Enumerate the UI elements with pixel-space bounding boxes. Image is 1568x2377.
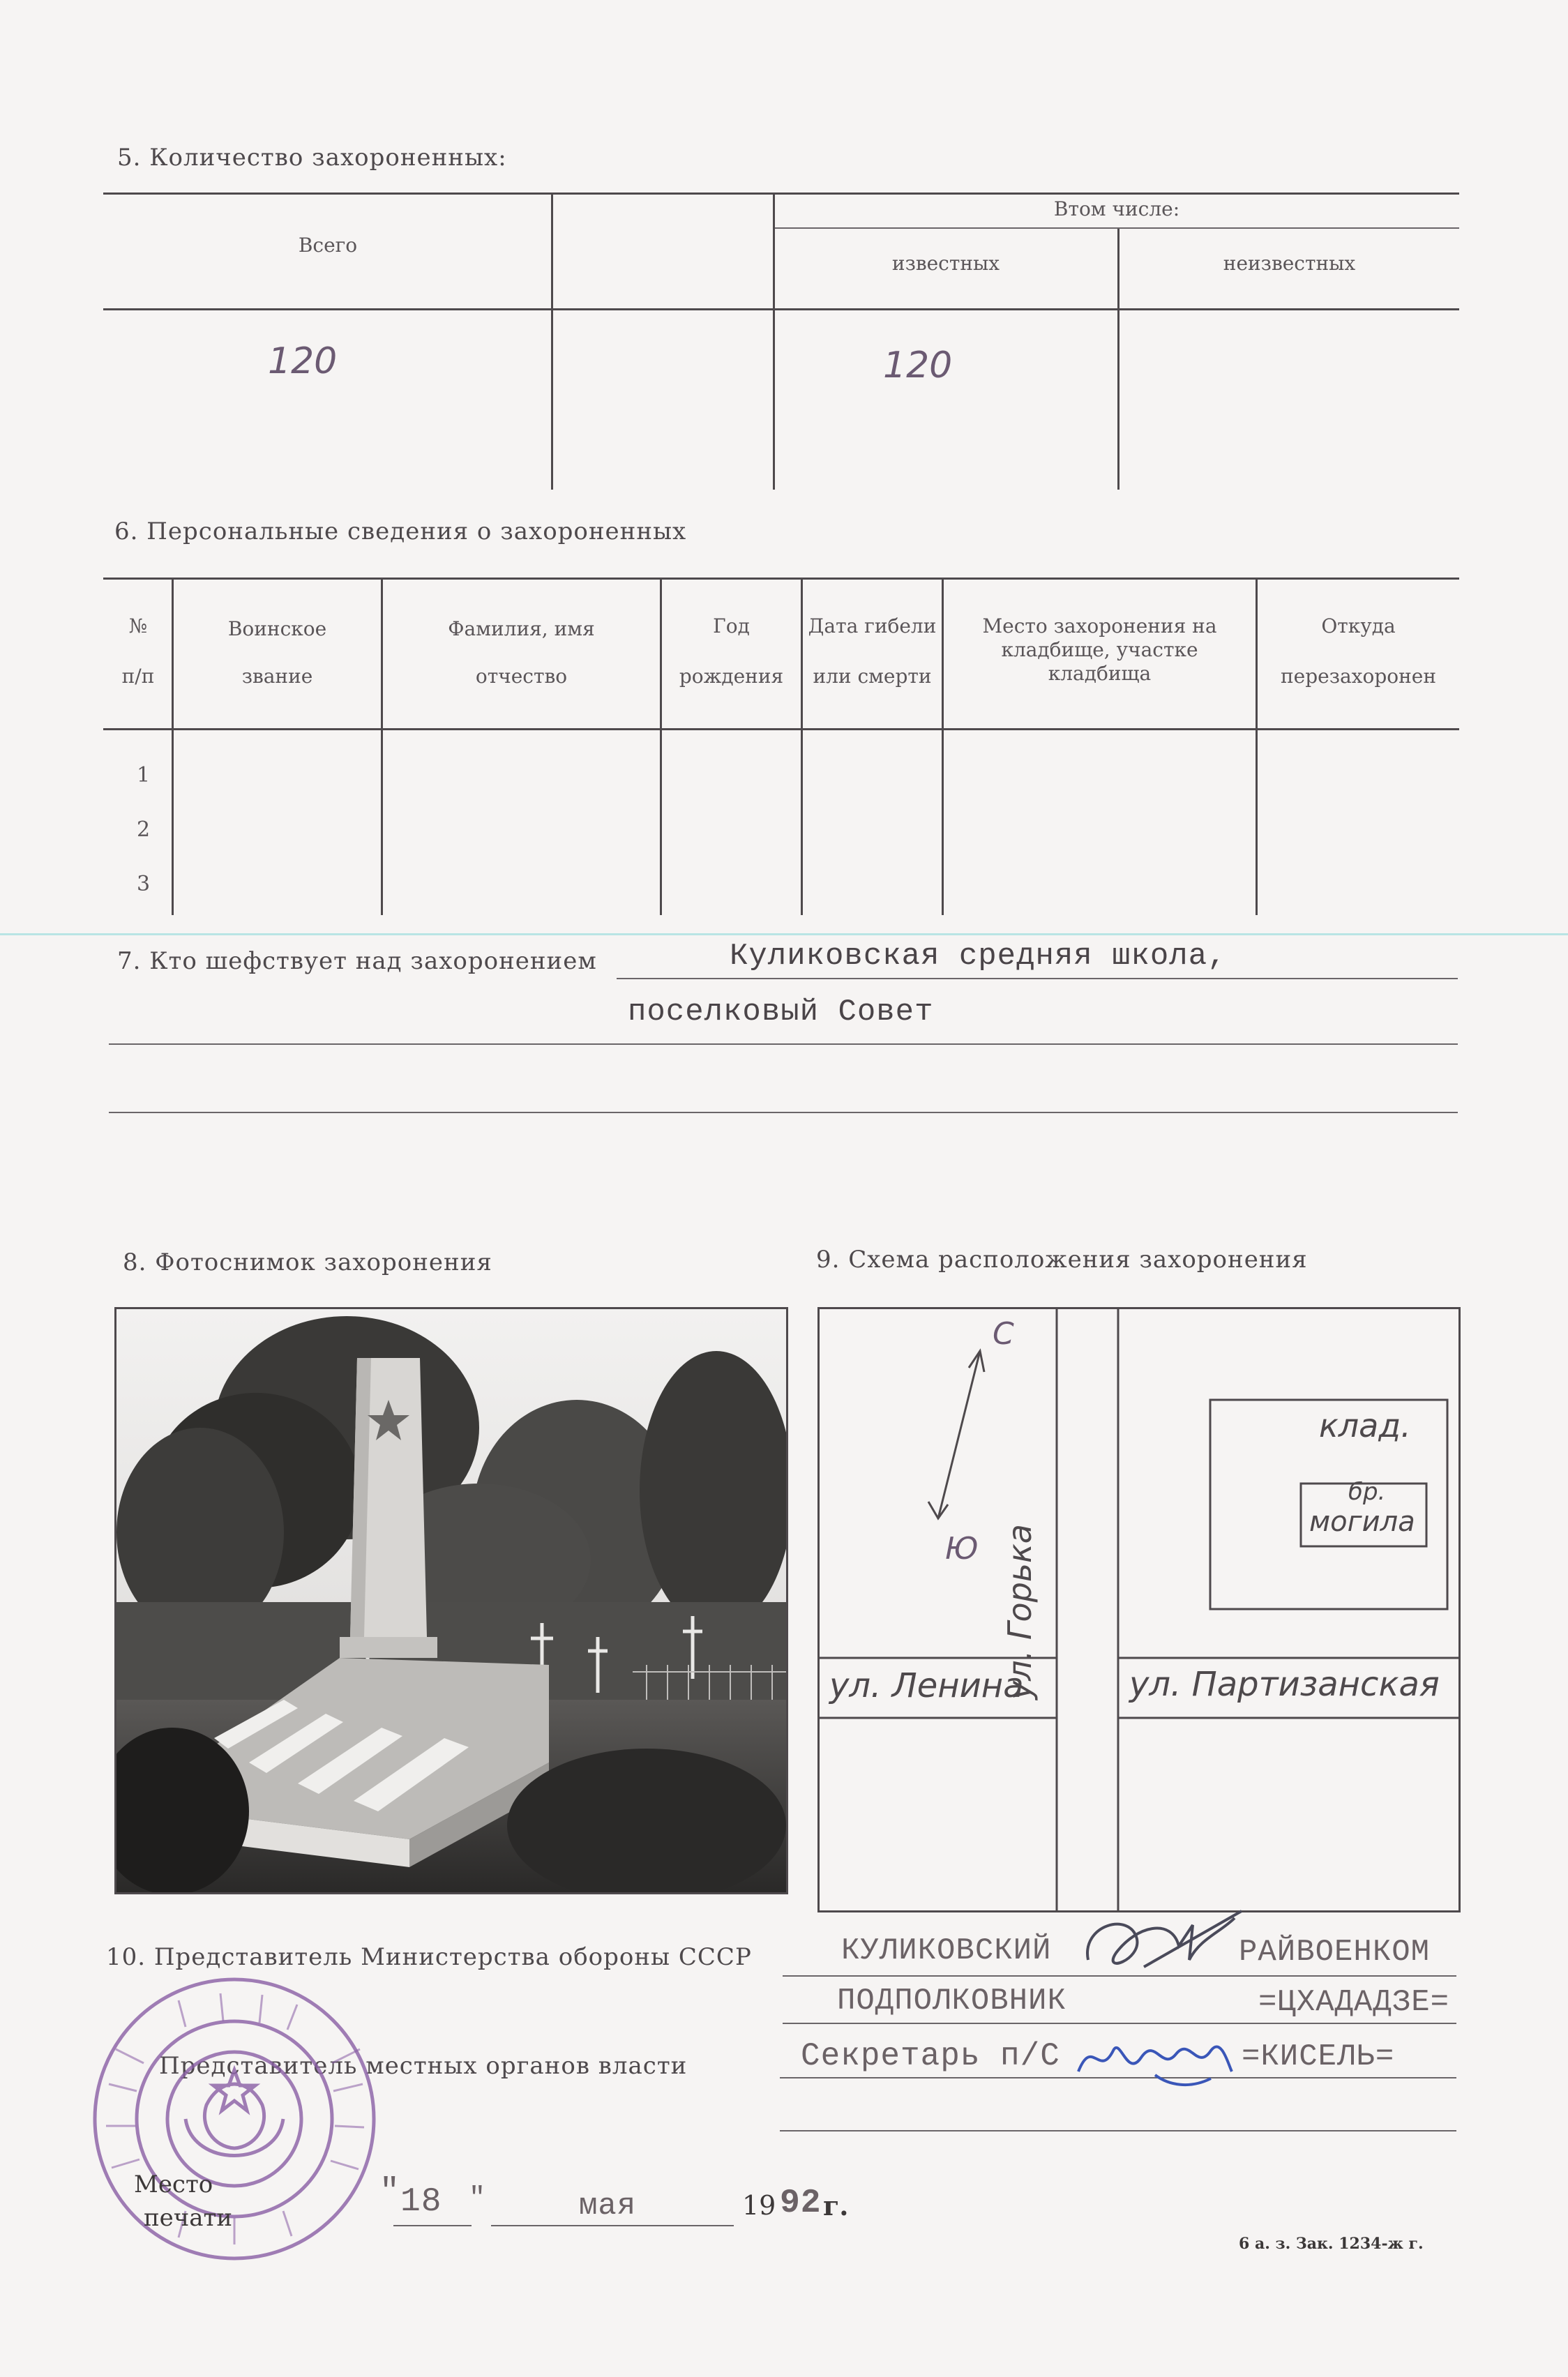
location-scheme bbox=[817, 1307, 1461, 1912]
s6-row-number: 2 bbox=[137, 817, 151, 842]
print-mark: 6 а. з. Зак. 1234-ж г. bbox=[1239, 2235, 1424, 2253]
s5-vline-2 bbox=[773, 194, 775, 490]
s6-header-place-1: Место захоронения на bbox=[982, 614, 1217, 637]
s6-header-place-3: кладбища bbox=[1048, 662, 1152, 685]
s6-header-year-2: рождения bbox=[679, 665, 784, 688]
mo-line2-right: =ЦХАДАДЗЕ= bbox=[1258, 1985, 1450, 2020]
date-quote-open: " bbox=[379, 2173, 400, 2211]
date-year-suffix: 92 bbox=[780, 2184, 822, 2222]
scheme-grave-label-1: бр. bbox=[1348, 1478, 1386, 1506]
scheme-drawing bbox=[820, 1309, 1458, 1910]
s6-row-number: 3 bbox=[137, 872, 151, 896]
mo-line2-left: ПОДПОЛКОВНИК bbox=[837, 1984, 1066, 2018]
s6-header-place-2: кладбище, участке bbox=[1001, 638, 1198, 661]
s6-row-number: 1 bbox=[137, 763, 151, 787]
s6-header-death-1: Дата гибели bbox=[808, 614, 937, 637]
s5-total-value: 120 bbox=[268, 340, 338, 382]
seal-place-label-2: печати bbox=[144, 2204, 233, 2232]
section-9-title: 9. Схема расположения захоронения bbox=[816, 1246, 1308, 1274]
s7-patron-line-2: поселковый Совет bbox=[628, 995, 934, 1029]
s5-header-unknown: неизвестных bbox=[1223, 252, 1356, 275]
local-underline-2 bbox=[780, 2130, 1456, 2131]
date-suffix: г. bbox=[823, 2190, 849, 2221]
mo-line1-left: КУЛИКОВСКИЙ bbox=[841, 1933, 1052, 1968]
date-day-underline bbox=[393, 2225, 472, 2226]
section-7-title: 7. Кто шефствует над захоронением bbox=[117, 947, 597, 975]
scheme-street-partizan: ул. Партизанская bbox=[1129, 1665, 1440, 1704]
date-quote-close: " bbox=[469, 2183, 487, 2214]
mo-signature bbox=[1074, 1897, 1256, 1995]
section-10-title: 10. Представитель Министерства обороны СССР bbox=[106, 1943, 752, 1971]
fold-line bbox=[0, 933, 1568, 935]
s6-header-name-2: отчество bbox=[475, 665, 568, 688]
s6-header-year-1: Год bbox=[713, 614, 750, 637]
s7-patron-line-1: Куликовская средняя школа, bbox=[730, 939, 1227, 974]
s6-header-death-2: или смерти bbox=[813, 665, 932, 688]
s5-header-including: Втом числе: bbox=[1053, 197, 1180, 220]
s5-header-line bbox=[103, 308, 1459, 310]
s5-header-known: известных bbox=[891, 252, 1000, 275]
s5-known-value: 120 bbox=[883, 345, 953, 386]
scheme-street-gorky: ул. Горька bbox=[1001, 1524, 1039, 1700]
date-year-prefix: 19 bbox=[742, 2190, 776, 2221]
s5-including-line bbox=[774, 227, 1459, 229]
section-8-title: 8. Фотоснимок захоронения bbox=[123, 1248, 492, 1276]
local-authority-title: Представитель местных органов власти bbox=[159, 2052, 688, 2080]
s7-underline-1 bbox=[617, 978, 1458, 979]
date-month: мая bbox=[579, 2189, 637, 2224]
local-line-left: Секретарь п/С bbox=[801, 2038, 1060, 2074]
memorial-photo bbox=[114, 1307, 788, 1894]
date-day: 18 bbox=[400, 2183, 442, 2221]
s6-header-rank-2: звание bbox=[241, 665, 313, 688]
s7-underline-3 bbox=[109, 1112, 1458, 1113]
scheme-street-lenin: ул. Ленина bbox=[829, 1666, 1024, 1705]
s6-header-from-2: перезахоронен bbox=[1280, 665, 1436, 688]
s5-header-total: Всего bbox=[298, 234, 358, 257]
s5-top-line bbox=[103, 193, 1459, 195]
section-6-title: 6. Персональные сведения о захороненных bbox=[114, 518, 687, 545]
local-line-right: =КИСЕЛЬ= bbox=[1242, 2039, 1395, 2074]
seal-place-label-1: Место bbox=[134, 2171, 213, 2198]
s5-vline-1 bbox=[551, 194, 553, 490]
s6-header-name-1: Фамилия, имя bbox=[448, 617, 595, 640]
s6-header-num-1: № bbox=[128, 614, 148, 637]
scheme-south-label: Ю bbox=[945, 1531, 979, 1567]
local-signature bbox=[1071, 2023, 1239, 2099]
official-seal-stamp bbox=[67, 1965, 402, 2272]
mo-line1-right: РАЙВОЕНКОМ bbox=[1239, 1935, 1431, 1970]
memorial-photo-image bbox=[116, 1309, 786, 1892]
s6-header-num-2: п/п bbox=[121, 665, 155, 688]
date-month-underline bbox=[491, 2225, 734, 2226]
section-5-title: 5. Количество захороненных: bbox=[117, 144, 507, 172]
scheme-north-label: С bbox=[993, 1316, 1014, 1352]
scheme-cemetery-label: клад. bbox=[1319, 1407, 1411, 1444]
s7-underline-2 bbox=[109, 1043, 1458, 1045]
s6-header-rank-1: Воинское bbox=[227, 617, 327, 640]
s6-header-from-1: Откуда bbox=[1321, 614, 1396, 637]
scheme-grave-label-2: могила bbox=[1309, 1506, 1415, 1538]
